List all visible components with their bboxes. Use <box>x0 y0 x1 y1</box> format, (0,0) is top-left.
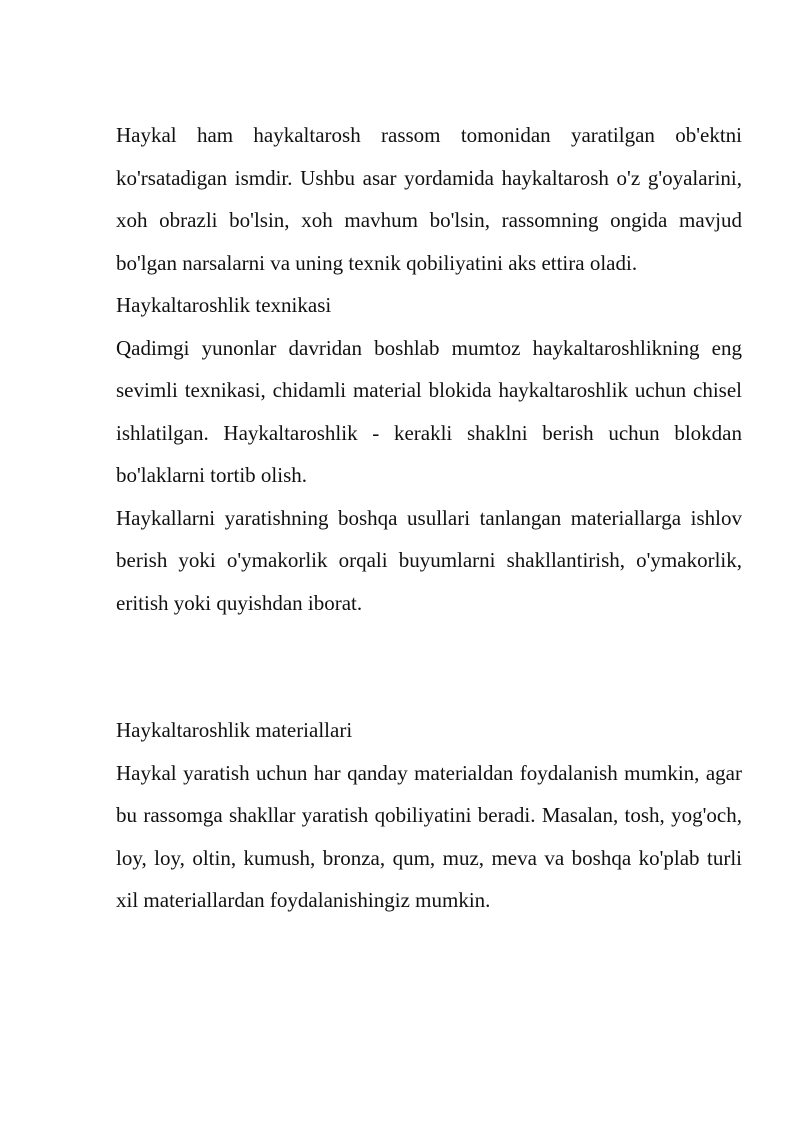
intro-paragraph: Haykal ham haykaltarosh rassom tomonidan yaratilgan ob'ektni ko'rsatadigan ismdir. Ushbu asar yordamida haykaltarosh o'z g'oyalarini, xoh obrazli bo'lsin, xoh mavhum bo'lsin, rassomning ongida mavjud bo'lgan narsalarni va uning texnik qobiliyatini aks ettira oladi. <box>116 123 742 275</box>
document-page <box>116 114 742 922</box>
materials-paragraph: Haykal yaratish uchun har qanday materialdan foydalanish mumkin, agar bu rassomga shakllar yaratish qobiliyatini beradi. Masalan, tosh, yog'och, loy, loy, oltin, kumush, bronza, qum, muz, meva va boshqa ko'plab turli xil materiallardan foydalanishingiz mumkin. <box>116 760 742 912</box>
technique-paragraph: Qadimgi yunonlar davridan boshlab mumtoz haykaltaroshlikning eng sevimli texnikasi, chidamli material blokida haykaltaroshlik uchun chisel ishlatilgan. Haykaltaroshlik - kerakli shaklni berish uchun blokdan bo'laklarni tortib olish. <box>116 335 742 487</box>
methods-paragraph: Haykallarni yaratishning boshqa usullari tanlangan materiallarga ishlov berish yoki o'ymakorlik orqali buyumlarni shakllantirish, o'ymakorlik, eritish yoki quyishdan iborat. <box>116 505 742 615</box>
technique-heading: Haykaltaroshlik texnikasi <box>116 293 332 317</box>
materials-heading: Haykaltaroshlik materiallari <box>116 718 353 742</box>
section-spacer <box>116 624 742 709</box>
